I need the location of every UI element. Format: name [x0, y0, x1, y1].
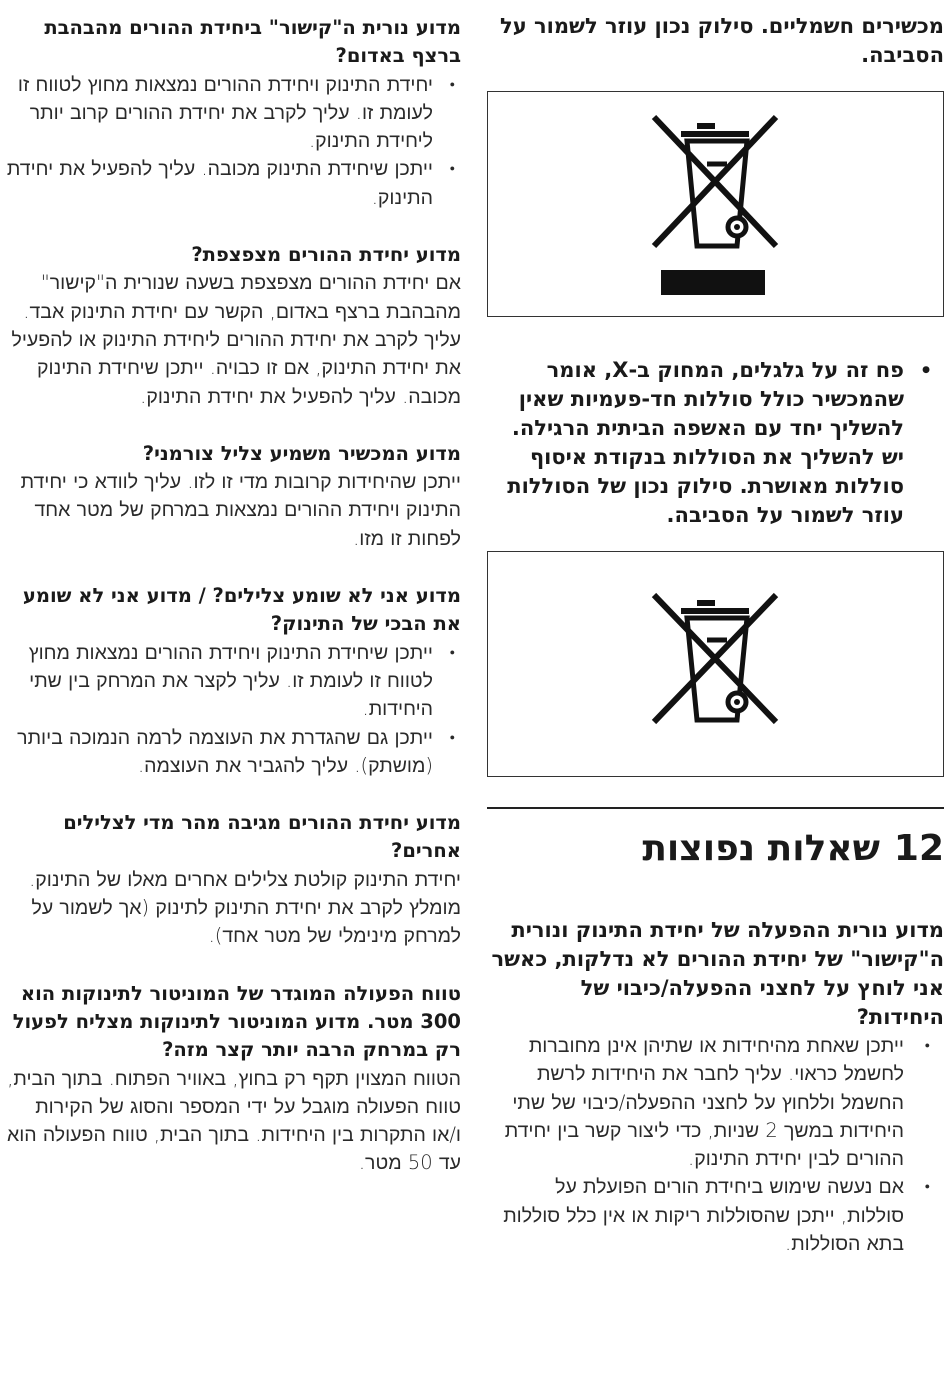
chapter-title: שאלות נפוצות — [642, 828, 880, 869]
list-item: ● ייתכן גם שהגדרת את העוצמה לרמה הנמוכה ביותר (מושתק). עליך להגביר את העוצמה. — [6, 724, 461, 781]
crossed-out-wheelie-bin-battery-icon — [651, 592, 781, 742]
faq-section-no-sound — [6, 582, 461, 780]
faq-section-link-led — [6, 14, 461, 212]
faq-list-link-led — [6, 71, 461, 212]
list-item: ● אם נעשה שימוש ביחידת הורים הפועלת על סוללות, ייתכן שהסוללות ריקות או אין כלל סוללות בתא הסוללות. — [487, 1173, 944, 1258]
weee-symbol-box — [487, 91, 944, 317]
faq-answer-shrill-sound: ייתכן שהיחידות קרובות מדי זו לזו. עליך לוודא כי יחידת התינוק ויחידת ההורים נמצאות במרחק של מטר אחד לפחות זו מזו. — [20, 470, 461, 550]
battery-weee-symbol-box — [487, 551, 944, 777]
faq-answer-reacts-fast: יחידת התינוק קולטת צלילים אחרים מאלו של התינוק. מומלץ לקרב את יחידת התינוק לתינוק (אך לשמור על למרחק מינימלי של מטר אחד). — [29, 867, 461, 948]
faq-answer-beeping: אם יחידת ההורים מצפצפת בשעה שנורית ה"קישור" מהבהבת ברצף באדום, הקשר עם יחידת התינוק אבד. עליך לקרב את יחידת ההורים ליחידת התינוק או להפעיל את יחידת התינוק, אם זו כבויה. ייתכן שיחידת התינוק מכובה. עליך להפעיל את יחידת התינוק. — [11, 271, 461, 408]
faq-heading-link-led: מדוע נורית ה"קישור" ביחידת ההורים מהבהבת ברצף באדום? — [44, 16, 461, 68]
left-column — [6, 0, 461, 1207]
chapter-rule — [487, 807, 944, 809]
faq-heading-shrill-sound: מדוע המכשיר משמיע צליל צורמני? — [142, 441, 461, 465]
list-item: ● ייתכן שיחידת התינוק ויחידת ההורים נמצאות מחוץ לטווח זו לעומת זו. עליך לקצר את המרחק בין שתי היחידות. — [6, 639, 461, 724]
disposal-intro-text: מכשירים חשמליים. סילוק נכון עוזר לשמור על הסביבה. — [499, 14, 944, 67]
chapter-number: 12 — [893, 828, 944, 869]
faq-section-reacts-fast — [6, 809, 461, 950]
battery-disposal-list — [487, 356, 944, 530]
right-column — [487, 0, 944, 1258]
chapter-heading — [487, 827, 944, 871]
faq-section-beeping — [6, 241, 461, 411]
faq-heading-reacts-fast: מדוע יחידת ההורים מגיבה מהר מדי לצלילים אחרים? — [63, 811, 461, 863]
list-item: ● ייתכן שיחידת התינוק מכובה. עליך להפעיל את יחידת התינוק. — [6, 155, 461, 212]
faq-section-shrill-sound — [6, 440, 461, 553]
faq-section-range — [6, 980, 461, 1178]
faq-list-no-sound — [6, 639, 461, 780]
faq-heading-no-sound: מדוע אני לא שומע צלילים? / מדוע אני לא שומע את הבכי של התינוק? — [22, 584, 461, 636]
faq-heading-beeping: מדוע יחידת ההורים מצפצפת? — [191, 243, 461, 267]
crossed-out-wheelie-bin-icon — [651, 114, 781, 319]
faq-heading-range: טווח הפעולה המוגדר של המוניטור לתינוקות הוא 300 מטר. מדוע המוניטור לתינוקות מצליח לפעול רק במרחק הרבה יותר קצר מזה? — [12, 981, 461, 1062]
list-item: ● ייתכן שאחת מהיחידות או שתיהן אינן מחוברות לחשמל כראוי. עליך לחבר את היחידות לרשת החשמל וללחוץ על לחצני ההפעלה/כיבוי של שתי היחידות במשך 2 שניות, כדי ליצור קשר בין יחידת ההורים לבין יחידת התינוק. — [487, 1032, 944, 1173]
faq-list-power-led — [487, 1032, 944, 1258]
faq-answer-range: הטווח המצוין תקף רק בחוץ, באוויר הפתוח. בתוך הבית, טווח הפעולה מוגבל על ידי המספר והסוג של הקירות ו/או התקרות בין היחידות. בתוך הבית, טווח הפעולה הוא עד 50 מטר. — [6, 1066, 461, 1175]
list-item: ● יחידת התינוק ויחידת ההורים נמצאות מחוץ לטווח זו לעומת זו. עליך לקרב את יחידת ההורים קרוב יותר ליחידת התינוק. — [6, 71, 461, 156]
faq-heading-power-led: מדוע נורית ההפעלה של יחידת התינוק ונורית ה"קישור" של יחידת ההורים לא נדלקות, כאשר אני לוחץ על לחצני ההפעלה/כיבוי של היחידות? — [491, 918, 944, 1029]
battery-disposal-item: ● פח זה על גלגלים, המחוק ב-X, אומר שהמכשיר כולל סוללות חד-פעמיות שאין להשליך יחד עם האשפה הביתית הרגילה. יש להשליך את הסוללות בנקודת איסוף סוללות מאושרת. סילוק נכון של הסוללות עוזר לשמור על הסביבה. — [487, 356, 944, 530]
